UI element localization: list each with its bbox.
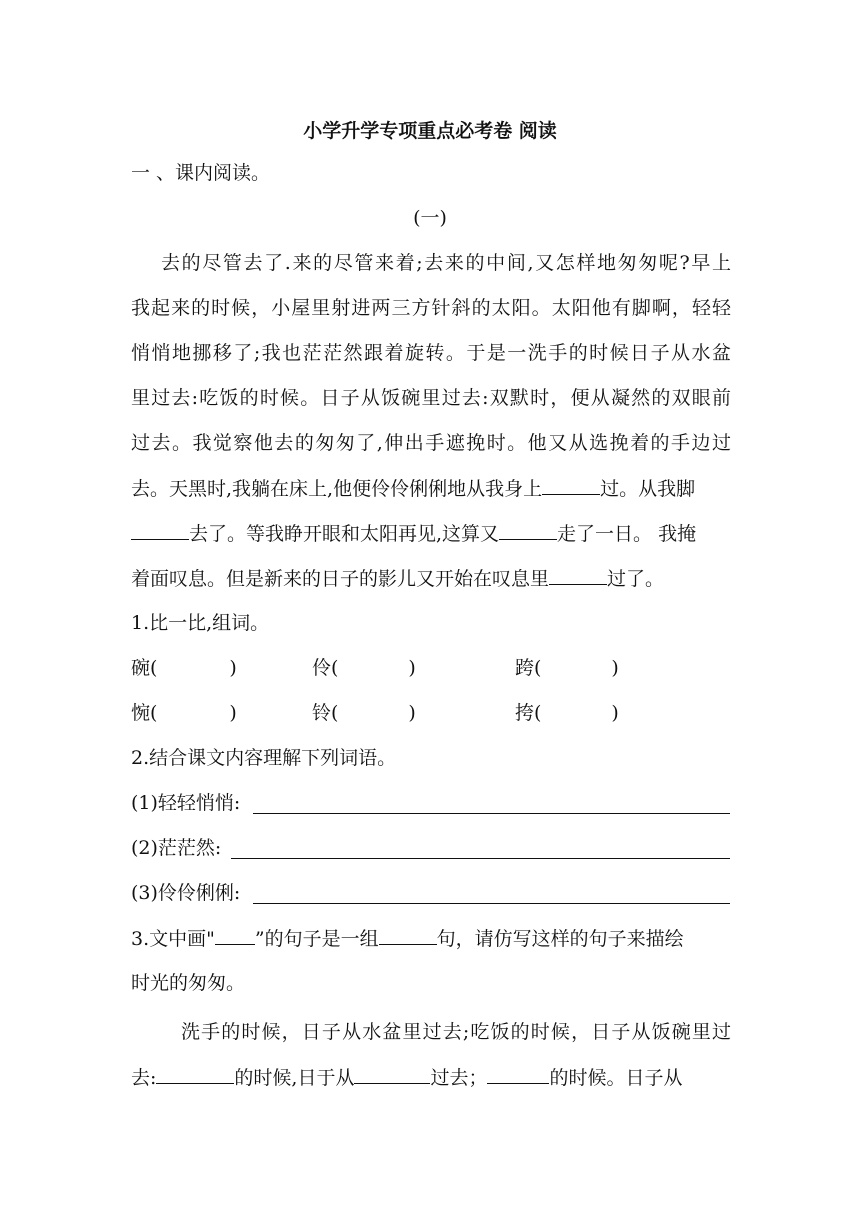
question-text: 的时候。日子从 — [549, 1067, 683, 1089]
question-3-line: 时光的匆匆。 — [131, 972, 246, 994]
fill-blank[interactable] — [542, 476, 600, 495]
passage-line: 去的尽管去了.来的尽管来着;去来的中间,又怎样地匆匆呢?早上 — [161, 252, 731, 274]
question-text: 3.文中画" — [131, 928, 215, 950]
passage-line: 过去。我觉察他去的匆匆了,伸出手遮挽时。他又从选挽着的手边过 — [131, 432, 731, 454]
char-label: 惋( — [131, 702, 158, 724]
fill-blank[interactable] — [156, 1065, 234, 1084]
word-compare-item[interactable] — [131, 701, 237, 725]
char-label: 碗( — [131, 657, 158, 679]
answer-line[interactable] — [231, 858, 730, 859]
paren-close: ) — [229, 702, 237, 724]
fill-blank[interactable] — [499, 521, 557, 540]
question-1-label: 1.比一比,组词。 — [131, 612, 270, 634]
term-item: (1)轻轻悄悄: — [131, 792, 241, 814]
question-text: 句，请仿写这样的句子来描绘 — [436, 928, 684, 950]
word-compare-item[interactable] — [312, 656, 416, 680]
question-3-line — [131, 926, 731, 951]
question-text: 过去； — [430, 1067, 488, 1089]
passage-text: 去了。等我睁开眼和太阳再见,这算又 — [189, 523, 500, 545]
paren-close: ) — [229, 657, 237, 679]
paren-close: ) — [408, 657, 416, 679]
passage-text: 走了一日。 我掩 — [557, 523, 697, 545]
passage-line — [131, 566, 731, 591]
char-label: 伶( — [312, 657, 339, 679]
fill-blank[interactable] — [131, 521, 189, 540]
answer-line[interactable] — [253, 903, 730, 904]
subsection-heading: (一) — [413, 207, 447, 229]
word-compare-item[interactable] — [312, 701, 416, 725]
word-compare-item[interactable] — [131, 656, 237, 680]
passage-line — [131, 476, 731, 501]
section-heading: 一 、课内阅读。 — [131, 162, 271, 184]
question-text: ”的句子是一组 — [254, 928, 379, 950]
page-title: 小学升学专项重点必考卷 阅读 — [303, 120, 557, 142]
passage-line: 悄悄地挪移了;我也茫茫然跟着旋转。于是一洗手的时候日子从水盆 — [131, 342, 731, 364]
question-text: 的时候,日于从 — [234, 1067, 355, 1089]
passage-line — [131, 521, 731, 546]
paren-close: ) — [408, 702, 416, 724]
fill-blank[interactable] — [354, 1065, 430, 1084]
fill-blank[interactable] — [379, 926, 437, 945]
answer-line[interactable] — [253, 813, 730, 814]
passage-text: 去。天黑时,我躺在床上,他便伶伶俐俐地从我身上 — [131, 478, 543, 500]
underline-sample — [215, 926, 255, 945]
question-2-label: 2.结合课文内容理解下列词语。 — [131, 747, 397, 769]
passage-text: 过。从我脚 — [600, 478, 696, 500]
fill-blank[interactable] — [549, 566, 607, 585]
passage-text: 着面叹息。但是新来的日子的影儿又开始在叹息里 — [131, 568, 550, 590]
question-text: 去: — [131, 1067, 157, 1089]
word-compare-item[interactable] — [515, 656, 619, 680]
term-item: (2)茫茫然: — [131, 837, 222, 859]
paren-close: ) — [611, 702, 619, 724]
example-sentence: 洗手的时候，日子从水盆里过去;吃饭的时候，日子从饭碗里过 — [181, 1021, 731, 1043]
imitation-line — [131, 1065, 731, 1090]
char-label: 铃( — [312, 702, 339, 724]
passage-line: 我起来的时候，小屋里射进两三方针斜的太阳。太阳他有脚啊，轻轻 — [131, 297, 731, 319]
passage-line: 里过去:吃饭的时候。日子从饭碗里过去:双默时，便从凝然的双眼前 — [131, 387, 731, 409]
word-compare-item[interactable] — [515, 701, 619, 725]
char-label: 跨( — [515, 657, 542, 679]
char-label: 挎( — [515, 702, 542, 724]
fill-blank[interactable] — [487, 1065, 549, 1084]
paren-close: ) — [611, 657, 619, 679]
term-item: (3)伶伶俐俐: — [131, 882, 241, 904]
passage-text: 过了。 — [607, 568, 665, 590]
